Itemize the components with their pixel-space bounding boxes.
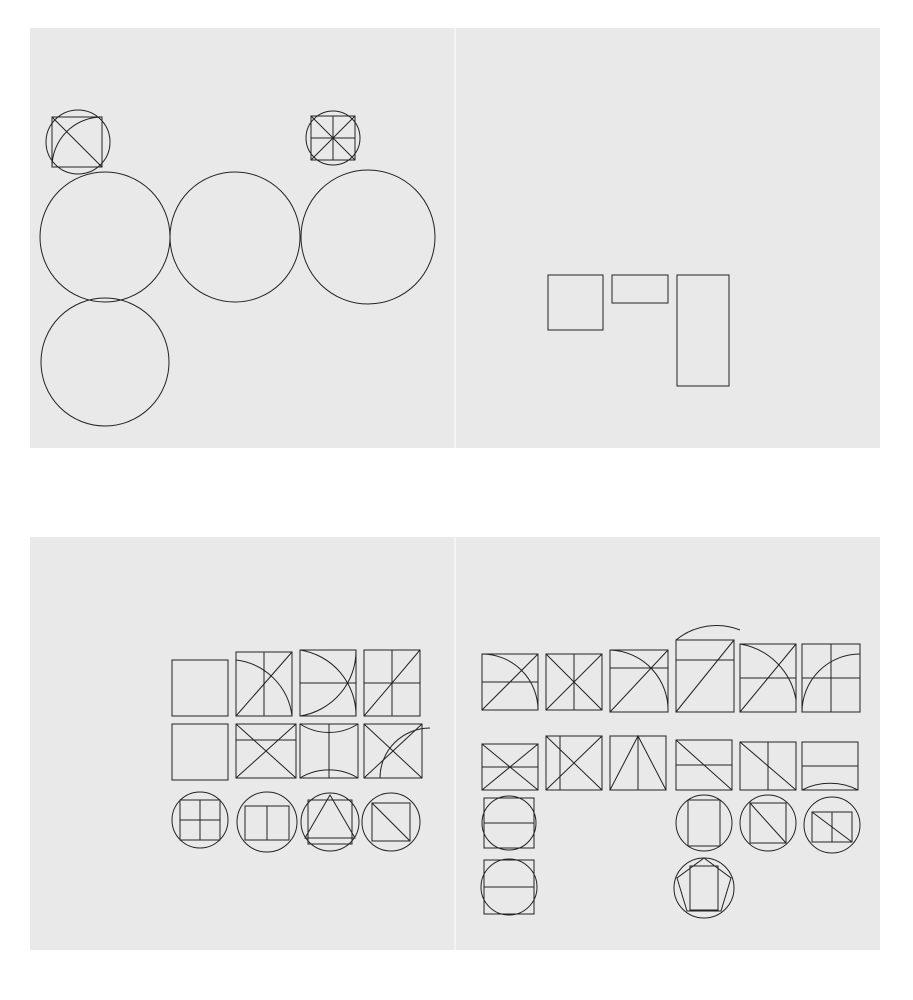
fig-3-hoch: [300, 650, 356, 716]
fig-1-kreis: [172, 792, 228, 848]
fig-8-kreis: [676, 795, 732, 851]
fig-8-quer: [676, 740, 732, 790]
fig-5-hoch: [482, 654, 538, 710]
fig-7-quer: [610, 736, 666, 790]
fig-5-quer: [482, 744, 538, 790]
fig-1-hoch: [172, 660, 228, 716]
fig-1-quer: [172, 724, 228, 780]
fig-4-hoch: [364, 650, 420, 716]
fig-7-hoch: [610, 650, 668, 712]
fig-5-extra: [481, 859, 537, 915]
fig-4-kreis: [362, 793, 420, 851]
fig-10-quer: [802, 742, 858, 790]
fig-10-kreis: [804, 797, 860, 853]
fig-9-quer: [740, 742, 796, 790]
fig-6-quer: [546, 736, 602, 790]
fig-3-quer: [300, 724, 358, 778]
fig-2-hoch: [236, 652, 292, 716]
fig-2-kreis: [237, 792, 297, 852]
fig-8-extra: [674, 858, 734, 918]
fig-5-kreis: [482, 796, 536, 850]
fig-2-quer: [236, 724, 296, 778]
fig-9-hoch: [740, 644, 796, 712]
fig-6-hoch: [546, 654, 602, 710]
fig-8-hoch: [676, 626, 740, 712]
fig-9-kreis: [740, 795, 796, 851]
fig-10-hoch: [802, 644, 860, 712]
fig-4-quer: [364, 724, 430, 778]
fig-3-kreis: [301, 793, 359, 851]
